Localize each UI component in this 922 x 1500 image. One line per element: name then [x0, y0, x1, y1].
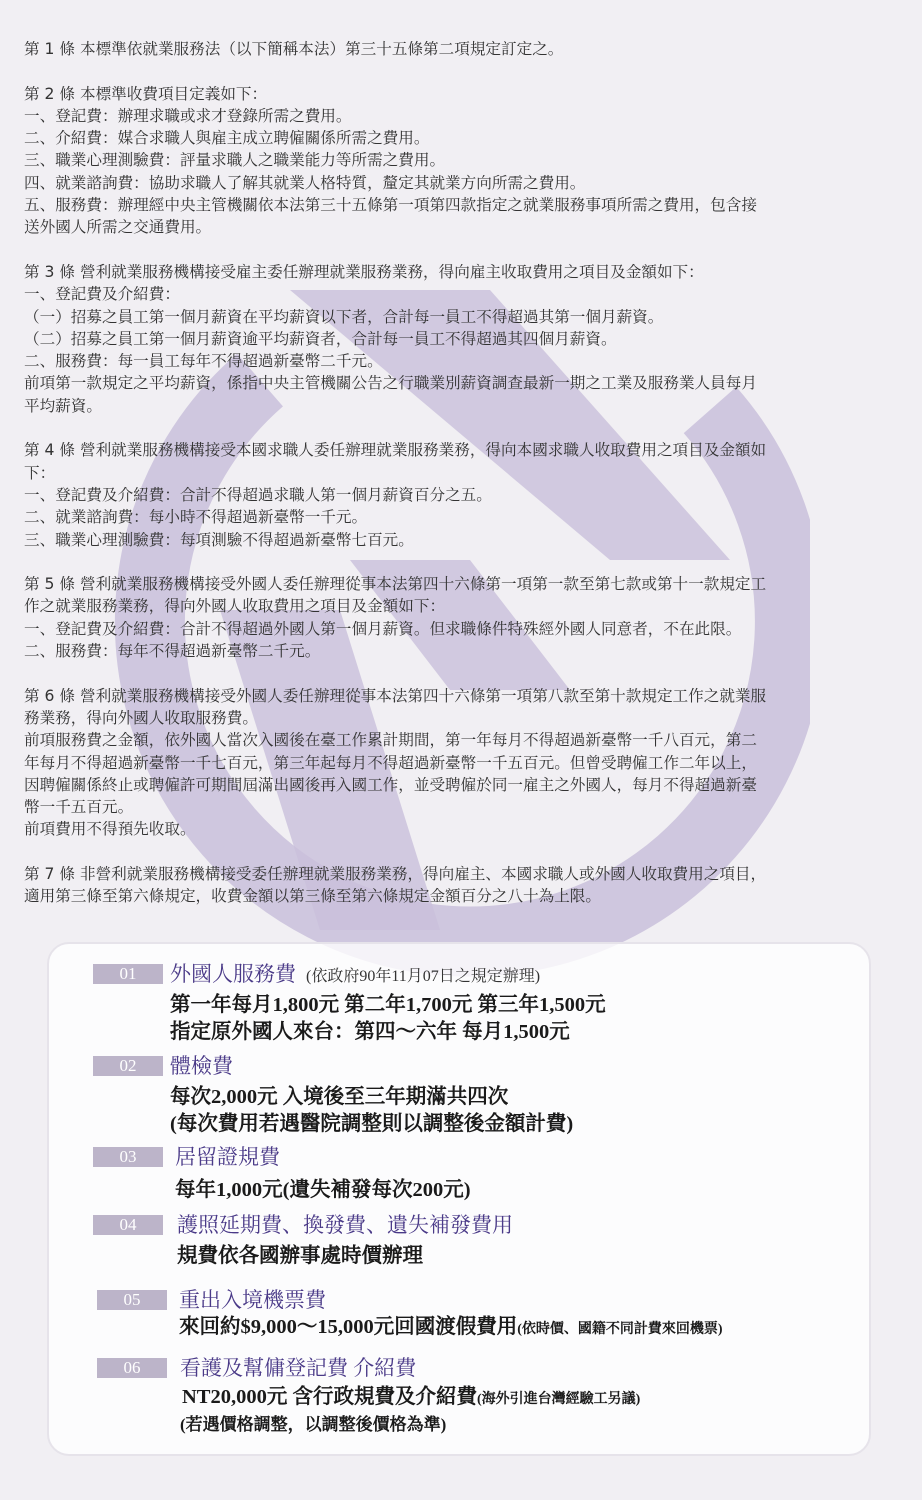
- article-line: 一、登記費及介紹費：合計不得超過求職人第一個月薪資百分之五。: [24, 485, 492, 504]
- fee-number-badge: 03: [93, 1147, 163, 1167]
- article-line: 第 5 條 營利就業服務機構接受外國人委任辦理從事本法第四十六條第一項第一款至第七款或第十一款規定工: [24, 575, 767, 594]
- fee-number-badge: 06: [97, 1358, 167, 1378]
- fee-detail-line: 每次2,000元 入境後至三年期滿共四次: [170, 1086, 509, 1108]
- fee-title: 看護及幫傭登記費 介紹費: [180, 1356, 417, 1380]
- article-line: 四、就業諮詢費：協助求職人了解其就業人格特質，釐定其就業方向所需之費用。: [24, 173, 586, 192]
- fee-number-badge: 02: [93, 1056, 163, 1076]
- article-line: 幣一千五百元。: [24, 798, 134, 817]
- fee-number-badge: 05: [97, 1290, 167, 1310]
- fee-detail-text: 來回約$9,000～15,000元回國渡假費用: [179, 1316, 518, 1338]
- fee-note: (依政府90年11月07日之規定辦理): [306, 968, 541, 985]
- article-line: 一、登記費及介紹費：: [24, 285, 180, 304]
- article-line: 第 2 條 本標準收費項目定義如下：: [24, 84, 268, 103]
- fee-detail-line: (每次費用若遇醫院調整則以調整後金額計費): [170, 1113, 574, 1135]
- fee-detail-text: NT20,000元 含行政規費及介紹費: [182, 1386, 477, 1408]
- article-line: 前項第一款規定之平均薪資，係指中央主管機關公告之行職業別薪資調查最新一期之工業及服務業人員每月: [24, 374, 757, 393]
- fee-title: 重出入境機票費: [179, 1288, 326, 1312]
- article-line: 二、服務費：每年不得超過新臺幣二千元。: [24, 642, 321, 661]
- fee-title: [170, 961, 540, 990]
- article-line: （二）招募之員工第一個月薪資逾平均薪資者，合計每一員工不得超過其四個月薪資。: [24, 329, 617, 348]
- article-5: [24, 573, 896, 662]
- article-3: [24, 261, 896, 417]
- fee-detail-line: 每年1,000元(遺失補發每次200元): [175, 1179, 471, 1201]
- article-line: 三、職業心理測驗費：每項測驗不得超過新臺幣七百元。: [24, 530, 414, 549]
- article-line: 年每月不得超過新臺幣一千七百元，第三年起每月不得超過新臺幣一千五百元。但曾受聘僱工作二年以上，: [24, 753, 757, 772]
- article-4: [24, 439, 896, 550]
- article-line: 第 3 條 營利就業服務機構接受雇主委任辦理就業服務業務，得向雇主收取費用之項目及金額如下：: [24, 262, 704, 281]
- article-line: 第 1 條 本標準依就業服務法（以下簡稱本法）第三十五條第二項規定訂定之。: [24, 40, 564, 58]
- fee-detail-line: 規費依各國辦事處時價辦理: [177, 1245, 423, 1267]
- article-line: 下：: [24, 463, 56, 482]
- article-line: 作之就業服務業務，得向外國人收取費用之項目及金額如下：: [24, 597, 446, 616]
- article-6: [24, 685, 896, 841]
- article-1: [24, 38, 896, 60]
- fee-detail-line: [179, 1314, 723, 1343]
- article-line: 前項服務費之金額，依外國人當次入國後在臺工作累計期間，第一年每月不得超過新臺幣一千八百元，第二: [24, 731, 757, 750]
- fee-number-badge: 01: [93, 964, 163, 984]
- article-line: 平均薪資。: [24, 396, 102, 415]
- article-line: 五、服務費：辦理經中央主管機關依本法第三十五條第一項第四款指定之就業服務事項所需之費用，包含接: [24, 196, 757, 215]
- article-7: [24, 863, 896, 908]
- fee-title: 護照延期費、換發費、遺失補發費用: [177, 1213, 513, 1237]
- fee-detail-small: (海外引進台灣經驗工另議): [476, 1392, 641, 1407]
- article-line: 三、職業心理測驗費：評量求職人之職業能力等所需之費用。: [24, 151, 446, 170]
- fee-title-text: 外國人服務費: [170, 962, 296, 986]
- article-line: 一、登記費及介紹費：合計不得超過外國人第一個月薪資。但求職條件特殊經外國人同意者，不在此限。: [24, 619, 742, 638]
- article-line: 第 4 條 營利就業服務機構接受本國求職人委任辦理就業服務業務，得向本國求職人收取費用之項目及金額如: [24, 441, 767, 460]
- article-line: 因聘僱關係終止或聘僱許可期間屆滿出國後再入國工作，並受聘僱於同一雇主之外國人，每月不得超過新臺: [24, 775, 757, 794]
- fee-detail-small: (依時價、國籍不同計費來回機票): [517, 1322, 723, 1337]
- article-2: [24, 83, 896, 239]
- article-line: 第 7 條 非營利就業服務機構接受委任辦理就業服務業務，得向雇主、本國求職人或外國人收取費用之項目，: [24, 864, 767, 883]
- article-line: 第 6 條 營利就業服務機構接受外國人委任辦理從事本法第四十六條第一項第八款至第十款規定工作之就業服: [24, 686, 767, 705]
- article-line: 二、介紹費：媒合求職人與雇主成立聘僱關係所需之費用。: [24, 129, 430, 148]
- regulation-text: [24, 38, 896, 930]
- article-line: 二、就業諮詢費：每小時不得超過新臺幣一千元。: [24, 508, 368, 527]
- article-line: 適用第三條至第六條規定，收費金額以第三條至第六條規定金額百分之八十為上限。: [24, 887, 601, 906]
- article-line: 二、服務費：每一員工每年不得超過新臺幣二千元。: [24, 352, 383, 371]
- fee-detail-line: 第一年每月1,800元 第二年1,700元 第三年1,500元: [170, 994, 606, 1016]
- article-line: 務業務，得向外國人收取服務費。: [24, 708, 258, 727]
- fee-number-badge: 04: [93, 1215, 163, 1235]
- fee-detail-line: [182, 1384, 640, 1413]
- article-line: 前項費用不得預先收取。: [24, 820, 196, 839]
- article-line: 送外國人所需之交通費用。: [24, 218, 212, 237]
- fee-detail-line: (若遇價格調整，以調整後價格為準): [180, 1415, 447, 1434]
- article-line: （一）招募之員工第一個月薪資在平均薪資以下者，合計每一員工不得超過其第一個月薪資。: [24, 307, 664, 326]
- fee-title: 體檢費: [170, 1054, 233, 1078]
- fee-summary-card: [47, 942, 871, 1456]
- article-line: 一、登記費：辦理求職或求才登錄所需之費用。: [24, 106, 352, 125]
- fee-detail-line: 指定原外國人來台：第四～六年 每月1,500元: [170, 1021, 570, 1043]
- fee-title: 居留證規費: [175, 1145, 280, 1169]
